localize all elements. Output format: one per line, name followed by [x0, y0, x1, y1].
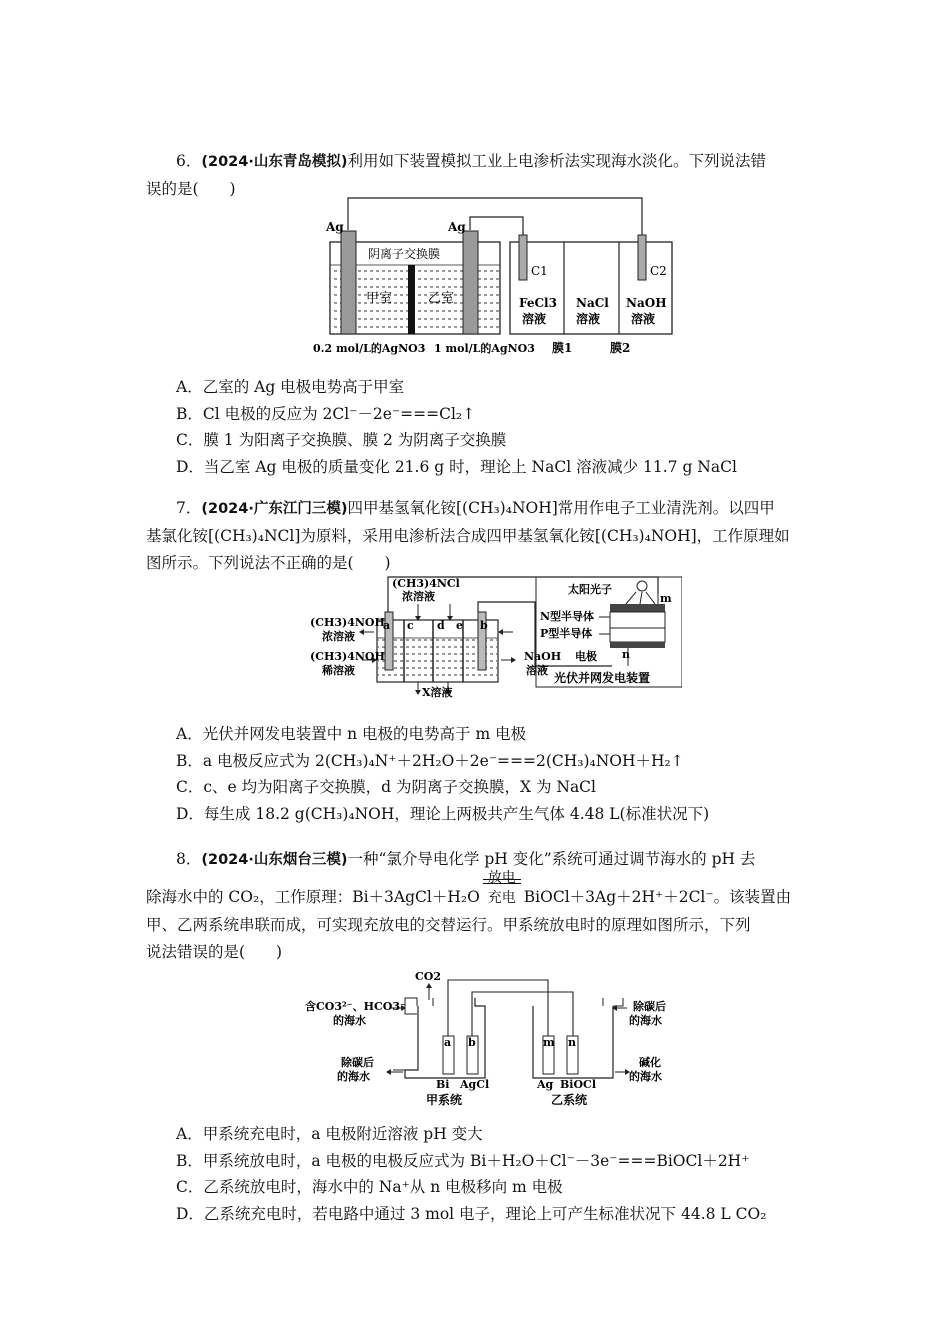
solution-naoh-suffix: 溶液: [631, 312, 656, 326]
system-yi-label: 乙系统: [551, 1093, 588, 1107]
decarbonized-out-2: 的海水: [337, 1070, 370, 1083]
decarbonized-in-1: 除碳后: [633, 1000, 666, 1013]
alkalized-out-2: 的海水: [629, 1070, 662, 1083]
option-d[interactable]: D．当乙室 Ag 电极的质量变化 21.6 g 时，理论上 NaCl 溶液减少 11.7 g NaCl: [176, 457, 737, 476]
question-number: 7．: [176, 499, 202, 517]
n-type-label: N型半导体: [540, 610, 595, 623]
system-jia-label: 甲系统: [426, 1093, 463, 1107]
question-number: 6．: [176, 152, 202, 170]
electrode-m: m: [543, 1036, 555, 1049]
electrode-c1: C1: [531, 264, 548, 278]
electrode-label: 电极: [575, 650, 597, 663]
figure-electrodialysis-cell: [310, 195, 680, 360]
terminal-m: m: [660, 592, 672, 605]
alkalized-out-1: 碱化: [639, 1056, 661, 1069]
electrode-a: a: [383, 619, 391, 632]
option-d[interactable]: D．每生成 18.2 g(CH₃)₄NOH，理论上两极共产生气体 4.48 L(标准状况下): [176, 804, 710, 823]
inlet-seawater-label: 的海水: [333, 1014, 366, 1027]
question-stem: 四甲基氢氧化铵[(CH₃)₄NOH]常用作电子工业清洗剂。以四甲: [347, 499, 775, 517]
question-stem: 一种“氯介导电化学 pH 变化”系统可通过调节海水的 pH 去: [347, 850, 756, 868]
option-b[interactable]: B．Cl 电极的反应为 2Cl⁻－2e⁻===Cl₂↑: [176, 404, 476, 423]
question-7: [146, 495, 806, 577]
question-number: 8．: [176, 850, 202, 868]
solution-naoh: NaOH: [626, 296, 667, 310]
chamber-a-label: 甲室: [366, 291, 393, 306]
question-stem: 利用如下装置模拟工业上电渗析法实现海水淡化。下列说法错: [347, 152, 767, 170]
solution-nacl: NaCl: [576, 296, 609, 310]
option-b[interactable]: B．a 电极反应式为 2(CH₃)₄N⁺＋2H₂O＋2e⁻===2(CH₃)₄NOH＋H₂↑: [176, 751, 684, 770]
question-source: (2024·山东烟台三模): [201, 852, 348, 868]
question-8: [146, 846, 806, 966]
option-a[interactable]: A．乙室的 Ag 电极电势高于甲室: [176, 378, 405, 396]
chamber-b-label: 乙室: [428, 291, 455, 306]
question-stem: 误的是( ): [146, 180, 236, 198]
option-a[interactable]: A．光伏并网发电装置中 n 电极的电势高于 m 电极: [176, 725, 527, 743]
membrane-1-label: 膜1: [552, 341, 573, 355]
membrane-d: d: [437, 619, 445, 632]
electrode-ag-left: Ag: [326, 220, 344, 234]
ag-label: Ag: [537, 1078, 554, 1091]
option-d[interactable]: D．乙系统充电时，若电路中通过 3 mol 电子，理论上可产生标准状况下 44.8 L CO₂: [176, 1204, 767, 1223]
electrode-ag-right: Ag: [448, 220, 466, 234]
membrane-2-label: 膜2: [610, 341, 631, 355]
x-solution-label: X溶液: [422, 686, 453, 699]
inlet-seawater-formula: 含CO3²⁻、HCO3⁻: [305, 1000, 406, 1013]
p-type-label: P型半导体: [540, 627, 593, 640]
decarbonized-out-1: 除碳后: [341, 1056, 374, 1069]
co2-label: CO2: [415, 970, 441, 983]
pv-device-label: 光伏并网发电装置: [554, 671, 651, 685]
sun-icon: [637, 581, 647, 591]
reversible-arrow: [480, 870, 524, 912]
solution-nacl-suffix: 溶液: [576, 312, 601, 326]
question-stem: 图所示。下列说法不正确的是( ): [146, 554, 391, 572]
feed-tmac-formula: (CH3)4NCl: [392, 577, 460, 590]
option-a[interactable]: A．甲系统充电时，a 电极附近溶液 pH 变大: [176, 1125, 483, 1143]
question-stem: BiOCl＋3Ag＋2H⁺＋2Cl⁻。该装置由: [523, 888, 792, 906]
question-7-options: [176, 721, 709, 827]
concentration-left: 0.2 mol/L的AgNO3: [313, 342, 426, 355]
feed-tmah-dilute-label: 稀溶液: [322, 664, 355, 677]
question-stem: 甲、乙两系统串联而成，可实现充放电的交替运行。甲系统放电时的原理如图所示，下列: [146, 916, 751, 934]
agcl-label: AgCl: [460, 1078, 490, 1091]
question-stem: 基氯化铵[(CH₃)₄NCl]为原料，采用电渗析法合成四甲基氢氧化铵[(CH₃)₄NOH]，工作原理如: [146, 527, 790, 545]
question-source: (2024·山东青岛模拟): [201, 154, 348, 170]
option-c[interactable]: C．膜 1 为阳离子交换膜、膜 2 为阴离子交换膜: [176, 431, 507, 449]
membrane-e: e: [456, 619, 463, 632]
charge-label: 充电: [487, 890, 516, 906]
membrane-label: 阴离子交换膜: [368, 247, 441, 261]
decarbonized-in-2: 的海水: [629, 1014, 662, 1027]
electrode-n: n: [568, 1036, 576, 1049]
electrode-b: b: [468, 1036, 476, 1049]
feed-tmac-label: 浓溶液: [402, 590, 435, 603]
bi-label: Bi: [436, 1078, 450, 1091]
terminal-n: n: [622, 648, 630, 661]
electrode-a: a: [444, 1036, 452, 1049]
question-source: (2024·广东江门三模): [201, 501, 348, 517]
sun-photon-label: 太阳光子: [568, 583, 612, 596]
solution-fecl3-suffix: 溶液: [522, 312, 547, 326]
electrode-c2: C2: [650, 264, 667, 278]
product-tmah-conc-label: 浓溶液: [322, 630, 355, 643]
product-tmah-conc-formula: (CH3)4NOH: [310, 616, 385, 629]
feed-tmah-dilute-formula: (CH3)4NOH: [310, 650, 385, 663]
biocl-label: BiOCl: [560, 1078, 596, 1091]
question-stem: 除海水中的 CO₂，工作原理：Bi＋3AgCl＋H₂O: [146, 888, 480, 906]
discharge-label: 放电: [487, 870, 516, 886]
question-6-options: [176, 374, 737, 480]
question-8-options: [176, 1121, 766, 1227]
question-stem: 说法错误的是( ): [146, 943, 283, 961]
option-c[interactable]: C．c、e 均为阳离子交换膜，d 为阴离子交换膜，X 为 NaCl: [176, 778, 597, 796]
naoh-formula: NaOH: [524, 650, 562, 663]
option-b[interactable]: B．甲系统放电时，a 电极的电极反应式为 Bi＋H₂O＋Cl⁻－3e⁻===BiOCl＋2H⁺: [176, 1151, 750, 1170]
figure-tmah-electrodialysis: [310, 574, 682, 702]
electrode-b: b: [480, 619, 488, 632]
solution-fecl3: FeCl3: [519, 296, 557, 310]
concentration-right: 1 mol/L的AgNO3: [434, 342, 535, 355]
figure-chlorine-mediated-system: [305, 968, 680, 1108]
membrane-c: c: [407, 619, 414, 632]
option-c[interactable]: C．乙系统放电时，海水中的 Na⁺从 n 电极移向 m 电极: [176, 1178, 563, 1196]
naoh-label: 溶液: [526, 664, 548, 677]
